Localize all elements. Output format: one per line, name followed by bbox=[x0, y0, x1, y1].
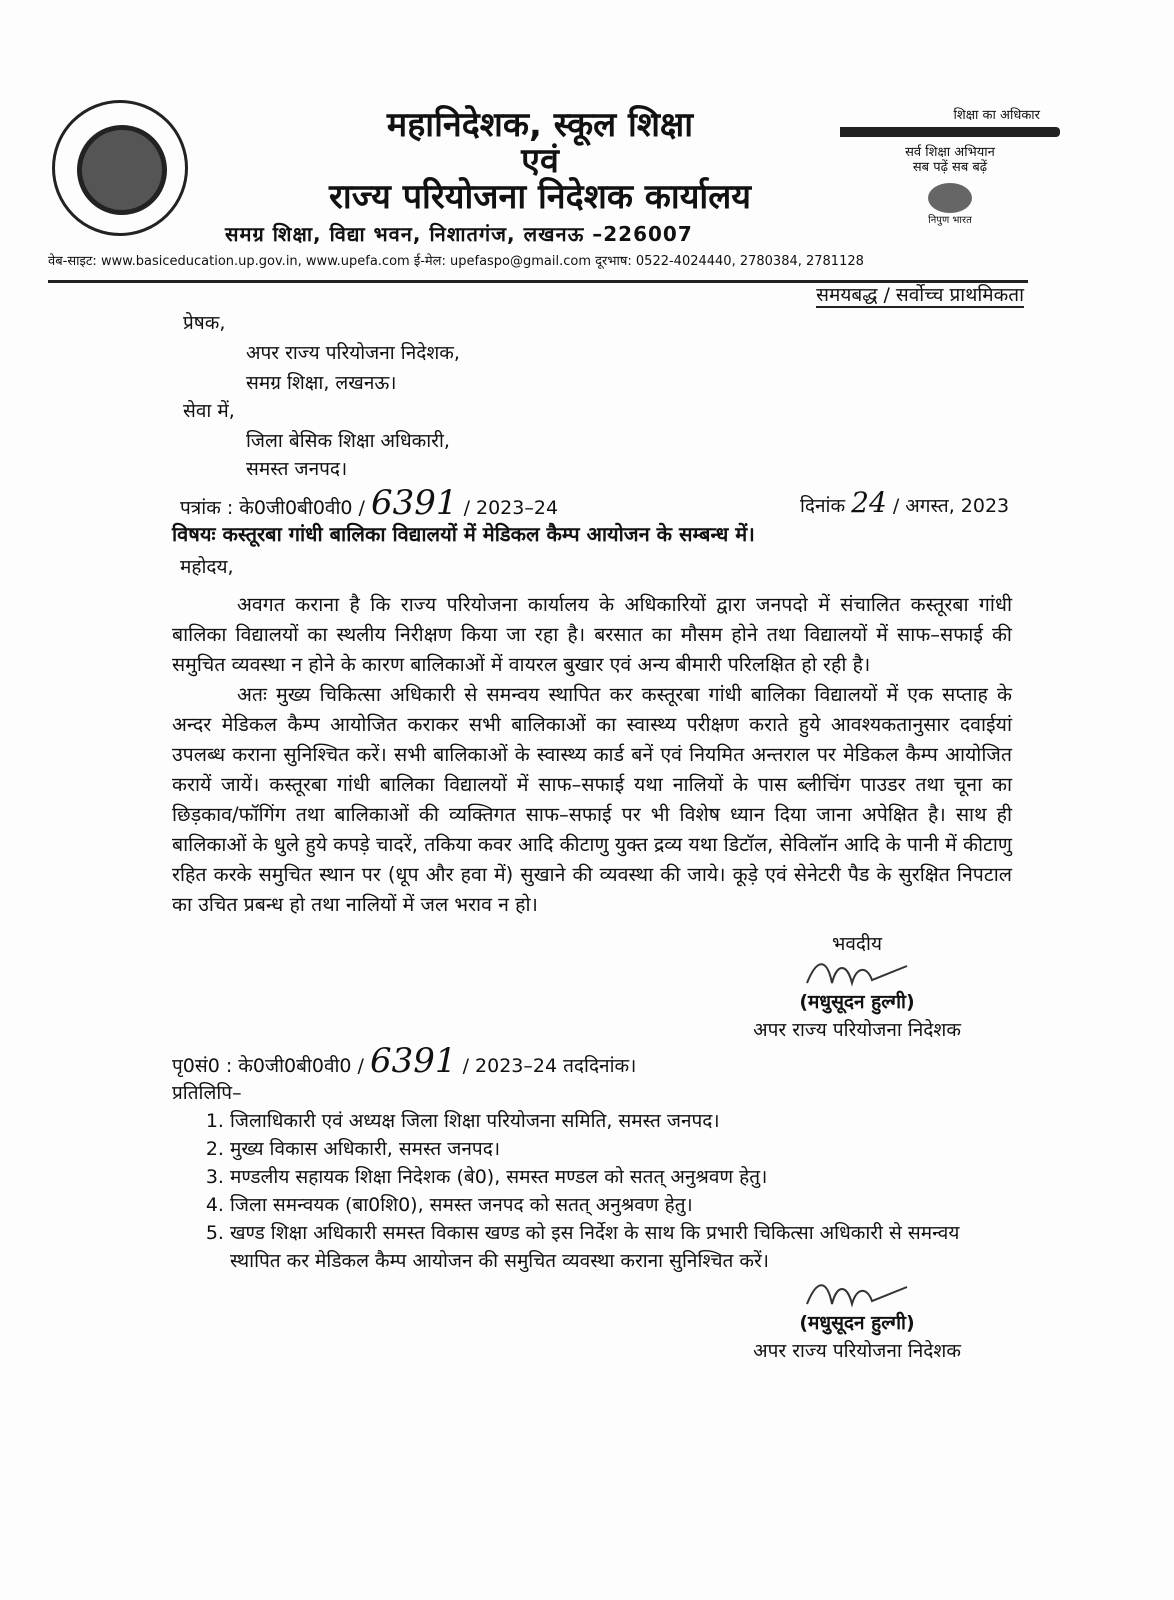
signatory-title: अपर राज्य परियोजना निदेशक bbox=[753, 1019, 961, 1041]
ref-number-handwritten: 6391 bbox=[370, 483, 458, 523]
copy-reference-number bbox=[172, 1041, 1012, 1081]
to-line1: जिला बेसिक शिक्षा अधिकारी, bbox=[246, 430, 450, 452]
header-title-line2: एवं bbox=[521, 141, 559, 181]
body-paragraph-2: अतः मुख्य चिकित्सा अधिकारी से समन्वय स्थापित कर कस्तूरबा गांधी बालिका विद्यालयों में एक सप्ताह के अन्दर मेडिकल कैम्प आयोजित कराकर सभी बालिकाओं का स्वास्थ्य परीक्षण कराते हुये आवश्यकतानुसार दवाईयां उपलब्ध कराना सुनिश्चित करें। सभी बालिकाओं के स्वास्थ्य कार्ड बनें एवं नियमित अन्तराल पर मेडिकल कैम्प आयोजित करायें जायें। कस्तूरबा गांधी बालिका विद्यालयों में साफ–सफाई यथा नालियों के पास ब्लीचिंग पाउडर तथा चूना का छिड़काव/फॉगिंग तथा बालिकाओं की व्यक्तिगत साफ–सफाई पर भी विशेष ध्यान दिया जाना अपेक्षित है। साथ ही बालिकाओं के धुले हुये कपड़े चादरें, तकिया कवर आदि कीटाणु युक्त द्रव्य यथा डिटॉल, सेविलॉन आदि के पानी में कीटाणु रहित करके समुचित स्थान पर (धूप और हवा में) सुखाने की व्यवस्था की जाये। कूड़े एवं सेनेटरी पैड के सुरक्षित निपटाल का उचित प्रबन्ध हो तथा नालियों में जल भराव न हो। bbox=[172, 683, 1012, 916]
copy-signatory-name: (मधुसूदन हुल्गी) bbox=[799, 1312, 915, 1334]
letter-date bbox=[800, 486, 1010, 519]
signature-1 bbox=[797, 958, 917, 988]
reference-number bbox=[180, 483, 559, 523]
salutation: महोदय, bbox=[180, 556, 234, 578]
to-line2: समस्त जनपद। bbox=[246, 458, 348, 480]
copy-ref-suffix: / 2023–24 तददिनांक। bbox=[462, 1055, 637, 1077]
signature-block-2 bbox=[702, 1279, 1012, 1365]
subject-line: विषयः कस्तूरबा गांधी बालिका विद्यालयों में मेडिकल कैम्प आयोजन के सम्बन्ध में। bbox=[172, 522, 755, 546]
header-title-line1: महानिदेशक, स्कूल शिक्षा bbox=[386, 105, 694, 145]
from-label: प्रेषक, bbox=[183, 312, 226, 334]
copy-item: 4. जिला समन्वयक (बा0शि0), समस्त जनपद को सतत् अनुश्रवण हेतु। bbox=[230, 1191, 1012, 1219]
priority-label: समयबद्ध / सर्वोच्च प्राथमिकता bbox=[816, 284, 1024, 306]
signature-block-1 bbox=[702, 930, 1012, 1044]
date-rest: / अगस्त, 2023 bbox=[892, 495, 1010, 517]
right-logos bbox=[840, 108, 1060, 227]
from-line2: समग्र शिक्षा, लखनऊ। bbox=[246, 372, 397, 394]
ref-suffix: / 2023–24 bbox=[463, 497, 559, 519]
closing: भवदीय bbox=[832, 933, 882, 955]
body-paragraph-1: अवगत कराना है कि राज्य परियोजना कार्यालय के अधिकारियों द्वारा जनपदो में संचालित कस्तूरबा गांधी बालिका विद्यालयों का स्थलीय निरीक्षण किया जा रहा है। बरसात का मौसम होने तथा विद्यालयों में साफ–सफाई की समुचित व्यवस्था न होने के कारण बालिकाओं में वायरल बुखार एवं अन्य बीमारी परिलक्षित हो रही है। bbox=[172, 593, 1012, 676]
signatory-name: (मधुसूदन हुल्गी) bbox=[799, 991, 915, 1013]
copy-signatory-title: अपर राज्य परियोजना निदेशक bbox=[753, 1340, 961, 1362]
contact-line: वेब-साइट: www.basiceducation.up.gov.in, www.upefa.com ई-मेल: upefaspo@gmail.com दूरभाष: 0522-4024440, 2780384, 2781128 bbox=[48, 254, 864, 269]
header-title-line3: राज्य परियोजना निदेशक कार्यालय bbox=[328, 177, 752, 217]
date-label: दिनांक bbox=[800, 495, 846, 517]
copy-list bbox=[172, 1107, 1012, 1275]
signature-2 bbox=[797, 1279, 917, 1309]
letter-body bbox=[172, 590, 1012, 1365]
ssa-line1: सर्व शिक्षा अभियान bbox=[905, 145, 995, 160]
copy-item: 1. जिलाधिकारी एवं अध्यक्ष जिला शिक्षा परियोजना समिति, समस्त जनपद। bbox=[230, 1107, 1012, 1135]
ref-prefix: पत्रांक : के0जी0बी0वी0 / bbox=[180, 497, 365, 519]
pencil-logo-icon bbox=[840, 127, 1060, 137]
date-day-handwritten: 24 bbox=[851, 486, 887, 519]
up-government-seal-logo bbox=[52, 100, 188, 236]
office-address: समग्र शिक्षा, विद्या भवन, निशातगंज, लखनऊ –226007 bbox=[225, 222, 693, 246]
copy-item: 5. खण्ड शिक्षा अधिकारी समस्त विकास खण्ड को इस निर्देश के साथ कि प्रभारी चिकित्सा अधिकारी से समन्वय स्थापित कर मेडिकल कैम्प आयोजन की समुचित व्यवस्था कराना सुनिश्चित करें। bbox=[230, 1219, 1012, 1275]
header-divider bbox=[48, 280, 1028, 283]
ssa-line2: सब पढ़ें सब बढ़ें bbox=[912, 160, 988, 175]
nipun-caption: निपुण भारत bbox=[928, 215, 972, 226]
copy-ref-number-handwritten: 6391 bbox=[370, 1041, 457, 1081]
to-label: सेवा में, bbox=[183, 400, 235, 422]
from-line1: अपर राज्य परियोजना निदेशक, bbox=[246, 342, 460, 364]
copy-ref-prefix: पृ0सं0 : के0जी0बी0वी0 / bbox=[172, 1055, 364, 1077]
rte-caption: शिक्षा का अधिकार bbox=[953, 108, 1040, 123]
copy-label: प्रतिलिपि– bbox=[172, 1082, 242, 1104]
copy-item: 3. मण्डलीय सहायक शिक्षा निदेशक (बे0), समस्त मण्डल को सतत् अनुश्रवण हेतु। bbox=[230, 1163, 1012, 1191]
nipun-logo-icon bbox=[928, 183, 972, 213]
copy-item: 2. मुख्य विकास अधिकारी, समस्त जनपद। bbox=[230, 1135, 1012, 1163]
